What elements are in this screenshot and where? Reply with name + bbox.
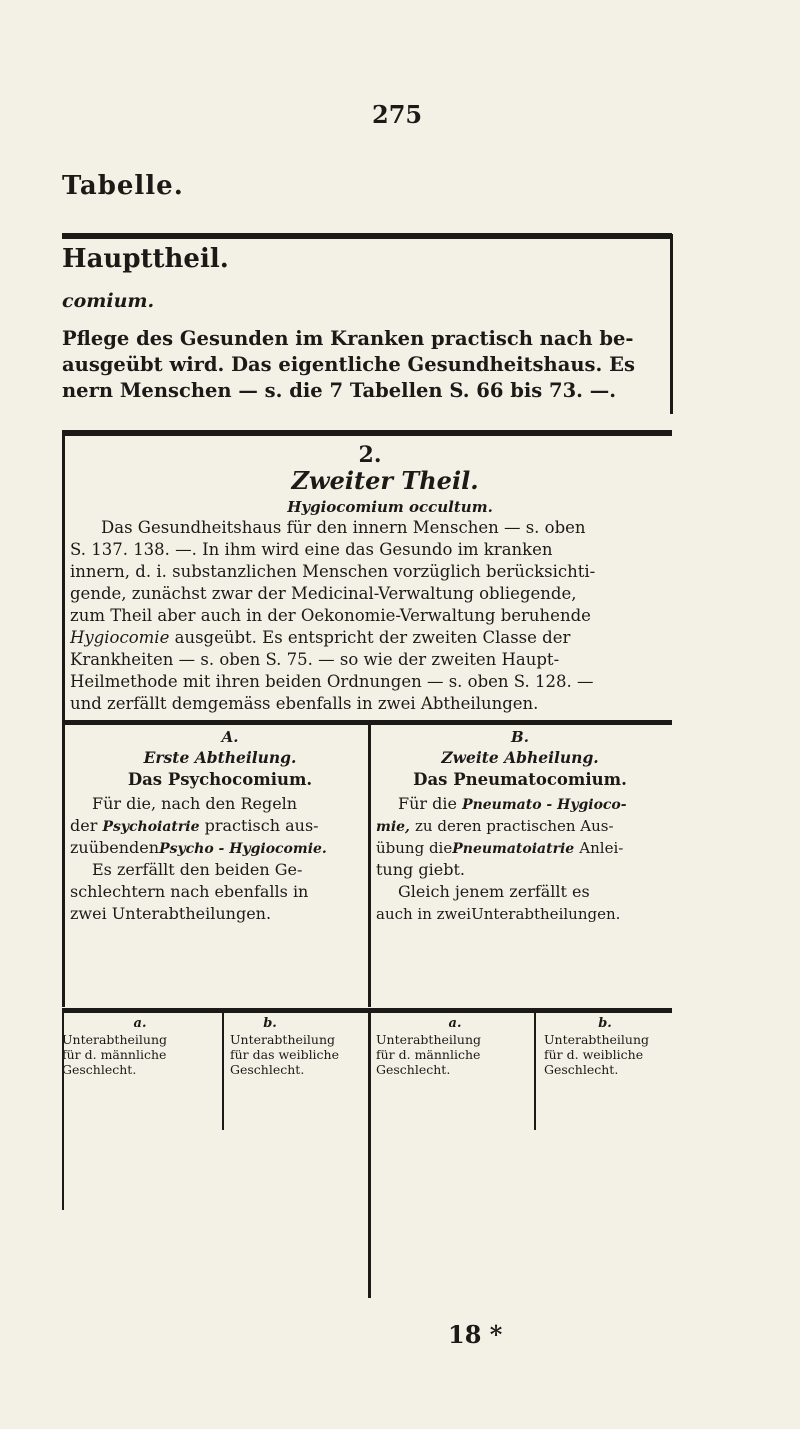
sub-b-a-line-1: Unterabtheilung xyxy=(376,1032,482,1047)
abth-b-title: Zweite Abheilung. xyxy=(441,748,599,767)
abth-b-name: Das Pneumatocomium. xyxy=(413,770,627,789)
zweiter-line-3: innern, d. i. substanzlichen Menschen vorzüglich berücksichti- xyxy=(70,562,596,581)
haupttheil-line-2: ausgeübt wird. Das eigentliche Gesundheitshaus. Es xyxy=(62,353,635,376)
zweiter-line-2: S. 137. 138. —. In ihm wird eine das Gesundo im kranken xyxy=(70,540,553,559)
sub-a-b-line-2: für das weibliche xyxy=(230,1047,340,1062)
sub-b-a-line-2: für d. männliche xyxy=(376,1047,481,1062)
zweiter-title: Zweiter Theil. xyxy=(291,466,479,495)
zweiter-line-1: Das Gesundheitshaus für den innern Menschen — s. oben xyxy=(101,518,586,537)
sub-a-a-line-1: Unterabtheilung xyxy=(62,1032,168,1047)
abth-a-line-5: schlechtern nach ebenfalls in xyxy=(70,882,309,901)
abth-a-line-3 xyxy=(70,838,327,859)
zweiter-line-8: Heilmethode mit ihren beiden Ordnungen — s. oben S. 128. — xyxy=(70,672,594,691)
abth-b-line-1 xyxy=(398,794,627,815)
sub-b-top-rule xyxy=(370,1008,672,1013)
page-number: 275 xyxy=(372,100,423,129)
sub-b-b-letter: b. xyxy=(598,1016,612,1031)
psycho-hygiocomie-term: Psycho - Hygiocomie. xyxy=(159,841,327,857)
haupttheil-line-3: nern Menschen — s. die 7 Tabellen S. 66 bis 73. —. xyxy=(62,379,617,402)
sub-a-a-letter: a. xyxy=(133,1016,147,1031)
haupttheil-right-rule xyxy=(670,234,673,414)
haupttheil-subtitle: comium. xyxy=(62,290,155,312)
zweiter-line-5: zum Theil aber auch in der Oekonomie-Verwaltung beruhende xyxy=(70,606,591,625)
abth-b-line-5: Gleich jenem zerfällt es xyxy=(398,882,590,901)
sub-b-a-letter: a. xyxy=(448,1016,462,1031)
abth-b-line-3-post: Anlei- xyxy=(579,839,624,857)
abth-a-name: Das Psychocomium. xyxy=(127,770,313,789)
sub-a-b-line-1: Unterabtheilung xyxy=(230,1032,336,1047)
abth-a-line-1: Für die, nach den Regeln xyxy=(92,794,298,813)
sub-b-divider xyxy=(534,1010,536,1130)
zweiter-line-6-text: ausgeübt. Es entspricht der zweiten Classe der xyxy=(174,628,571,647)
sub-a-b-letter: b. xyxy=(263,1016,277,1031)
abth-b-line-4: tung giebt. xyxy=(376,860,465,879)
psychoiatrie-term: Psychoiatrie xyxy=(102,819,200,835)
zweiter-line-9: und zerfällt demgemäss ebenfalls in zwei Abtheilungen. xyxy=(70,694,539,713)
zweiter-line-7: Krankheiten — s. oben S. 75. — so wie der zweiten Haupt- xyxy=(70,650,560,669)
abth-b-letter: B. xyxy=(511,728,529,746)
hygiocomie-term: Hygiocomie xyxy=(70,628,170,647)
zweiter-number: 2. xyxy=(358,442,382,468)
zweiter-subtitle: Hygiocomium occultum. xyxy=(287,498,493,516)
sub-b-b-line-2: für d. weibliche xyxy=(544,1047,644,1062)
zweiter-line-4: gende, zunächst zwar der Medicinal-Verwaltung obliegende, xyxy=(70,584,577,603)
abth-b-line-3 xyxy=(376,838,623,859)
abth-a-line-4: Es zerfällt den beiden Ge- xyxy=(92,860,303,879)
abth-b-line-6: auch in zweiUnterabtheilungen. xyxy=(376,905,621,923)
sub-b-a-line-3: Geschlecht. xyxy=(376,1062,451,1077)
top-rule xyxy=(62,233,672,239)
ab-top-rule xyxy=(62,720,672,725)
sub-a-a-line-3: Geschlecht. xyxy=(62,1062,137,1077)
sub-b-b-line-1: Unterabtheilung xyxy=(544,1032,650,1047)
abth-a-line-2-post: practisch aus- xyxy=(204,816,319,835)
sub-a-a-line-2: für d. männliche xyxy=(62,1047,167,1062)
zweiter-top-rule xyxy=(62,430,672,436)
abth-b-line-2-italic: mie, xyxy=(376,819,410,835)
sub-a-top-rule xyxy=(62,1008,370,1013)
zweiter-line-6 xyxy=(70,628,570,649)
abth-b-line-2-post: zu deren practischen Aus- xyxy=(415,817,614,835)
haupttheil-line-1: Pflege des Gesunden im Kranken practisch nach be- xyxy=(62,327,634,350)
abth-a-line-3-pre: zuübenden xyxy=(70,838,160,857)
sub-mid-rule xyxy=(368,1008,371,1298)
abth-a-line-2-pre: der xyxy=(70,816,98,835)
sub-a-divider xyxy=(222,1010,224,1130)
abth-a-letter: A. xyxy=(221,728,239,746)
abth-b-line-3-pre: übung die xyxy=(376,839,453,857)
abth-a-line-2 xyxy=(70,816,319,837)
abth-a-title: Erste Abtheilung. xyxy=(143,748,297,767)
pneumatoiatrie-term: Pneumatoiatrie xyxy=(452,841,575,857)
abth-a-line-6: zwei Unterabtheilungen. xyxy=(70,904,272,923)
haupttheil-title: Haupttheil. xyxy=(62,244,229,274)
sub-b-b-line-3: Geschlecht. xyxy=(544,1062,619,1077)
pneumato-hygiocomie-term: Pneumato - Hygioco- xyxy=(462,797,627,813)
signature-mark: 18 * xyxy=(448,1320,503,1349)
sub-a-b-line-3: Geschlecht. xyxy=(230,1062,305,1077)
ab-divider xyxy=(368,722,371,1007)
table-heading: Tabelle. xyxy=(62,171,184,201)
abth-b-line-2 xyxy=(376,816,614,837)
abth-b-line-1-pre: Für die xyxy=(398,794,457,813)
